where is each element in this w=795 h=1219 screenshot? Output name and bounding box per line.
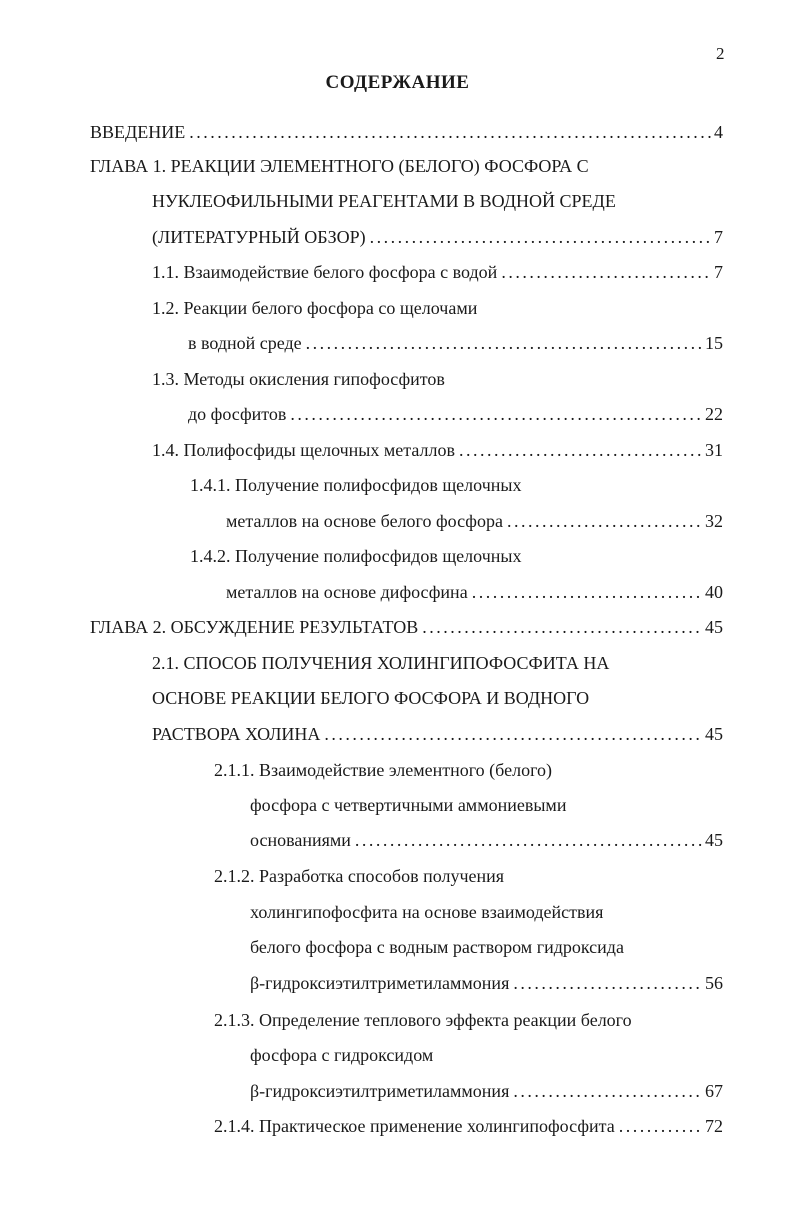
dot-leader	[324, 719, 703, 749]
toc-page-number: 7	[714, 227, 723, 247]
toc-page-number: 45	[705, 830, 723, 850]
toc-page-number: 72	[705, 1116, 723, 1136]
toc-page-number: 32	[705, 511, 723, 531]
toc-entry-2-1	[152, 719, 723, 749]
toc-page-number: 45	[705, 617, 723, 637]
toc-entry-2-1-1	[250, 825, 723, 855]
toc-entry-1-2-line-1: 1.2. Реакции белого фосфора со щелочами	[152, 298, 478, 318]
toc-entry-text: металлов на основе дифосфина	[226, 582, 468, 602]
dot-leader	[306, 328, 703, 358]
dot-leader	[513, 968, 703, 998]
dot-leader	[355, 825, 703, 855]
dot-leader	[472, 577, 703, 607]
toc-entry-2-1-line-1: 2.1. СПОСОБ ПОЛУЧЕНИЯ ХОЛИНГИПОФОСФИТА НА	[152, 653, 610, 673]
toc-entry-text: РАСТВОРА ХОЛИНА	[152, 724, 321, 744]
toc-entry-1-2	[188, 328, 723, 358]
toc-entry-1-4	[152, 435, 723, 465]
toc-page-number: 40	[705, 582, 723, 602]
toc-entry-text: металлов на основе белого фосфора	[226, 511, 503, 531]
page-number: 2	[716, 44, 725, 63]
toc-entry-2-1-2-line-2: холингипофосфита на основе взаимодействия	[250, 902, 604, 922]
toc-entry-1-4-2	[226, 577, 723, 607]
toc-entry-introduction	[90, 117, 723, 147]
toc-entry-text: β-гидроксиэтилтриметиламмония	[250, 973, 510, 993]
toc-entry-2-1-2	[250, 968, 723, 998]
dot-leader	[189, 117, 712, 147]
toc-entry-text: β-гидроксиэтилтриметиламмония	[250, 1081, 510, 1101]
dot-leader	[290, 399, 703, 429]
toc-entry-1-4-1-line-1: 1.4.1. Получение полифосфидов щелочных	[190, 475, 522, 495]
toc-entry-text: до фосфитов	[188, 404, 287, 424]
page-title: СОДЕРЖАНИЕ	[325, 72, 470, 93]
toc-page-number: 31	[705, 440, 723, 460]
toc-entry-2-1-2-line-3: белого фосфора с водным раствором гидроксида	[250, 937, 624, 957]
toc-entry-2-1-line-2: ОСНОВЕ РЕАКЦИИ БЕЛОГО ФОСФОРА И ВОДНОГО	[152, 688, 590, 708]
toc-entry-text: ВВЕДЕНИЕ	[90, 122, 186, 142]
toc-entry-1-3	[188, 399, 723, 429]
dot-leader	[370, 222, 712, 252]
toc-page-number: 56	[705, 973, 723, 993]
toc-page-number: 67	[705, 1081, 723, 1101]
toc-entry-2-1-1-line-2: фосфора с четвертичными аммониевыми	[250, 795, 567, 815]
toc-entry-chapter-2	[90, 612, 723, 642]
toc-page-number: 4	[714, 122, 723, 142]
toc-entry-text: 1.1. Взаимодействие белого фосфора с водой	[152, 262, 498, 282]
toc-entry-2-1-2-line-1: 2.1.2. Разработка способов получения	[214, 866, 505, 886]
dot-leader	[619, 1111, 703, 1141]
toc-entry-1-4-2-line-1: 1.4.2. Получение полифосфидов щелочных	[190, 546, 522, 566]
dot-leader	[501, 257, 712, 287]
toc-entry-text: основаниями	[250, 830, 351, 850]
toc-entry-chapter-1-line-2: НУКЛЕОФИЛЬНЫМИ РЕАГЕНТАМИ В ВОДНОЙ СРЕДЕ	[152, 191, 616, 211]
toc-entry-text: 1.4. Полифосфиды щелочных металлов	[152, 440, 455, 460]
toc-page-number: 45	[705, 724, 723, 744]
dot-leader	[422, 612, 703, 642]
toc-page-number: 22	[705, 404, 723, 424]
toc-entry-2-1-1-line-1: 2.1.1. Взаимодействие элементного (белого)	[214, 760, 553, 780]
toc-entry-chapter-1	[152, 222, 723, 252]
dot-leader	[459, 435, 703, 465]
toc-entry-text: ГЛАВА 2. ОБСУЖДЕНИЕ РЕЗУЛЬТАТОВ	[90, 617, 419, 637]
toc-entry-text: 2.1.4. Практическое применение холингипофосфита	[214, 1116, 615, 1136]
dot-leader	[507, 506, 703, 536]
toc-entry-1-3-line-1: 1.3. Методы окисления гипофосфитов	[152, 369, 445, 389]
toc-entry-2-1-3-line-1: 2.1.3. Определение теплового эффекта реакции белого	[214, 1010, 632, 1030]
toc-page-number: 7	[714, 262, 723, 282]
toc-entry-2-1-4	[214, 1111, 723, 1141]
toc-page-number: 15	[705, 333, 723, 353]
toc-entry-chapter-1-line-1: ГЛАВА 1. РЕАКЦИИ ЭЛЕМЕНТНОГО (БЕЛОГО) ФОСФОРА С	[90, 156, 589, 176]
toc-entry-text: (ЛИТЕРАТУРНЫЙ ОБЗОР)	[152, 227, 366, 247]
toc-entry-1-4-1	[226, 506, 723, 536]
toc-entry-2-1-3	[250, 1076, 723, 1106]
toc-entry-2-1-3-line-2: фосфора с гидроксидом	[250, 1045, 434, 1065]
toc-entry-text: в водной среде	[188, 333, 302, 353]
toc-entry-1-1	[152, 257, 723, 287]
dot-leader	[513, 1076, 703, 1106]
